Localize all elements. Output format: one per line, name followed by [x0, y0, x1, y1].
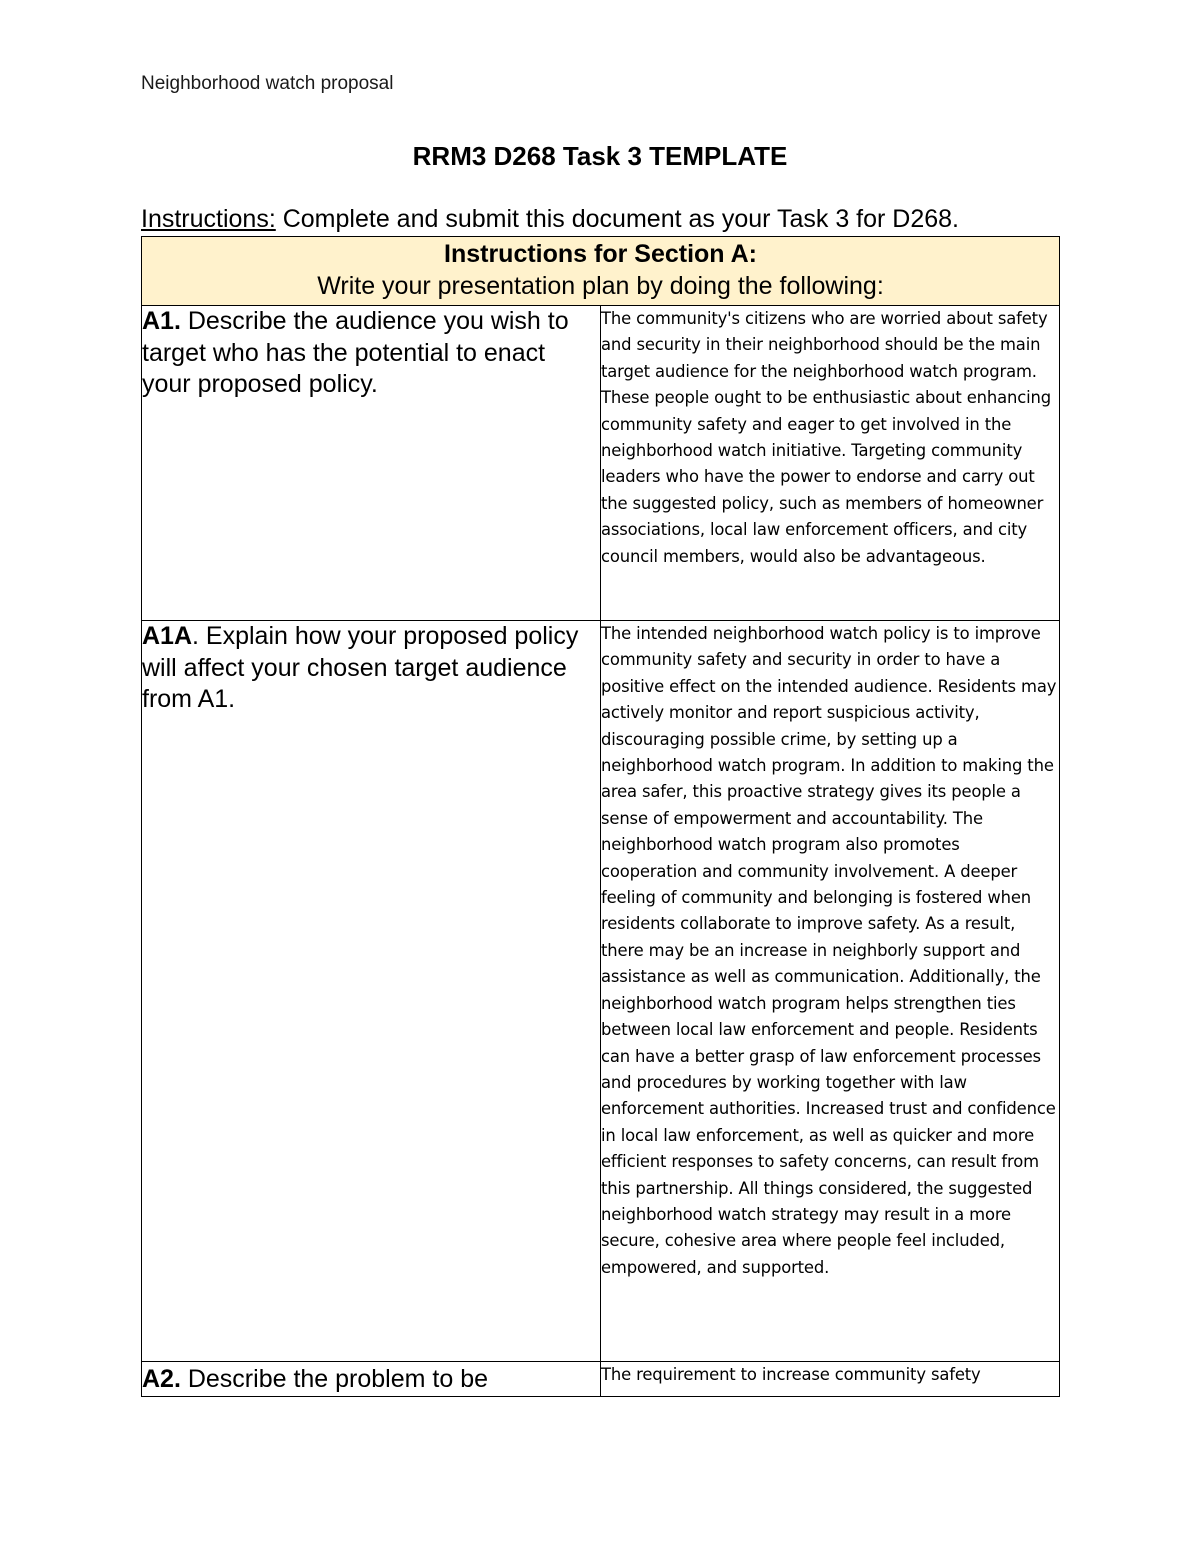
prompt-text-a1: Describe the audience you wish to target who has the potential to enact your proposed policy. [142, 307, 569, 398]
document-title: RRM3 D268 Task 3 TEMPLATE [412, 141, 788, 171]
table-row-a2 [142, 1362, 1060, 1397]
section-a-title: Instructions for Section A: [444, 240, 757, 268]
section-header-row [142, 237, 1060, 306]
presentation-plan-table [141, 236, 1060, 1397]
prompt-text-a1a: . Explain how your proposed policy will affect your chosen target audience from A1. [142, 622, 579, 713]
table-row-a1a [142, 621, 1060, 1362]
prompt-cell-a1a [142, 621, 601, 1362]
prompt-id-a2: A2. [142, 1365, 181, 1393]
prompt-id-a1a: A1A [142, 622, 193, 650]
instructions-line [141, 205, 959, 234]
table-row-a1 [142, 306, 1060, 621]
prompt-id-a1: A1. [142, 307, 181, 335]
section-a-subtitle: Write your presentation plan by doing the following: [317, 272, 884, 300]
page-header: Neighborhood watch proposal [141, 73, 394, 94]
instructions-label: Instructions: [141, 205, 276, 233]
answer-cell-a2[interactable]: The requirement to increase community safety [601, 1362, 1060, 1397]
section-a-header [142, 237, 1060, 306]
answer-cell-a1a[interactable]: The intended neighborhood watch policy is to improve community safety and security in order to have a positive effect on the intended audience. Residents may actively monitor and report suspicious activity, discouraging possible crime, by setting up a neighborhood watch program. In addition to making the area safer, this proactive strategy gives its people a sense of empowerment and accountability. The neighborhood watch program also promotes cooperation and community involvement. A deeper feeling of community and belonging is fostered when residents collaborate to improve safety. As a result, there may be an increase in neighborly support and assistance as well as communication. Additionally, the neighborhood watch program helps strengthen ties between local law enforcement and people. Residents can have a better grasp of law enforcement processes and procedures by working together with law enforcement authorities. Increased trust and confidence in local law enforcement, as well as quicker and more efficient responses to safety concerns, can result from this partnership. All things considered, the suggested neighborhood watch strategy may result in a more secure, cohesive area where people feel included, empowered, and supported. [601, 621, 1060, 1362]
prompt-cell-a1 [142, 306, 601, 621]
prompt-text-a2: Describe the problem to be [180, 1365, 489, 1393]
answer-cell-a1[interactable]: The community's citizens who are worried about safety and security in their neighborhood should be the main target audience for the neighborhood watch program. These people ought to be enthusiastic about enhancing community safety and eager to get involved in the neighborhood watch initiative. Targeting community leaders who have the power to endorse and carry out the suggested policy, such as members of homeowner associations, local law enforcement officers, and city council members, would also be advantageous. [601, 306, 1060, 621]
prompt-cell-a2 [142, 1362, 601, 1397]
instructions-text: Complete and submit this document as your Task 3 for D268. [275, 205, 959, 233]
